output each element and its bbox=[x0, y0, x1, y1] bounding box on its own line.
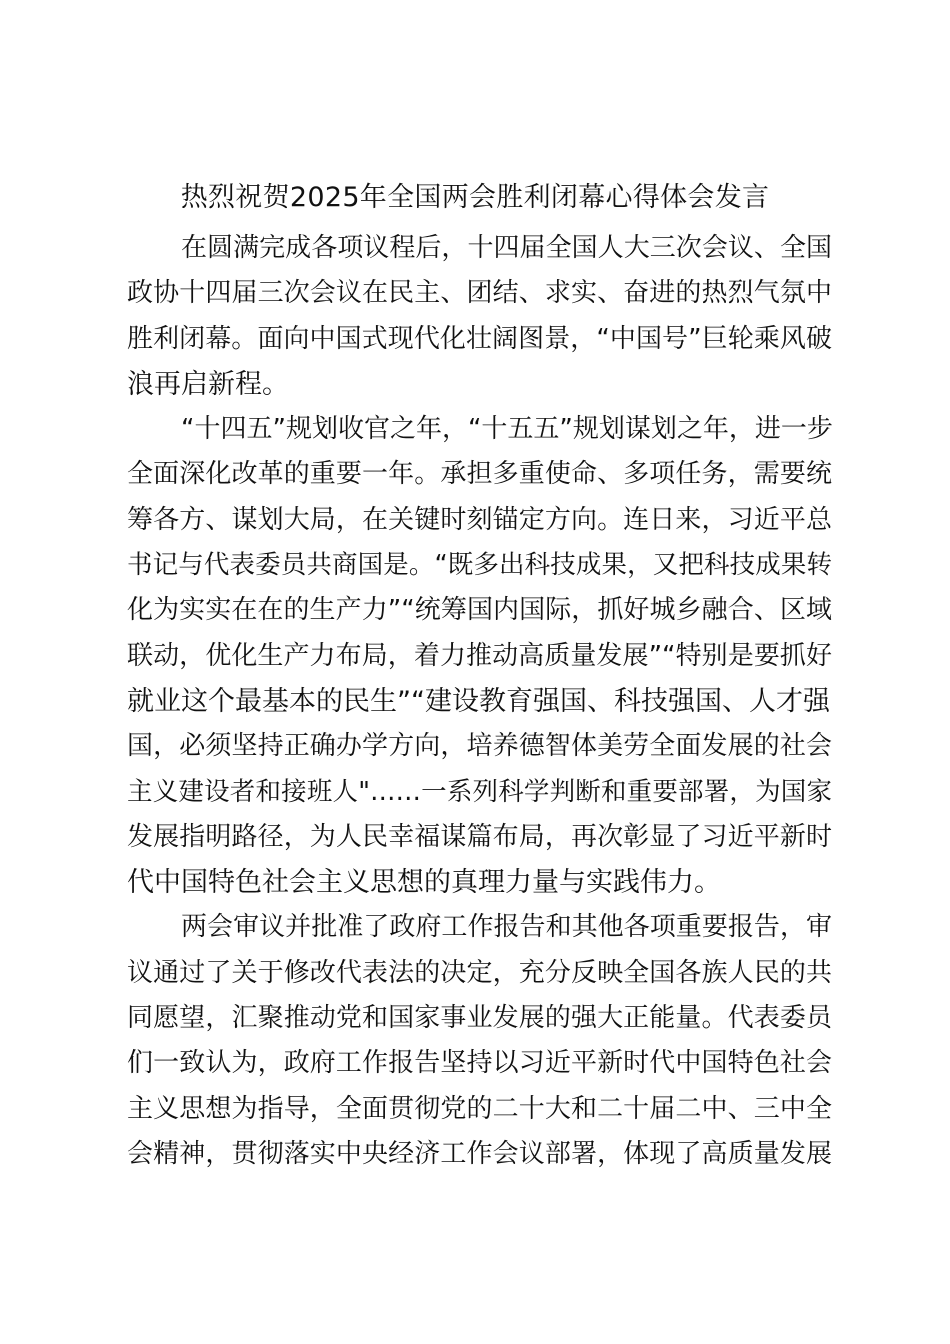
text-line: “十四五”规划收官之年，“十五五”规划谋划之年，进一步 bbox=[181, 414, 833, 445]
text-line: 胜利闭幕。面向中国式现代化壮阔图景，“中国号”巨轮乘风破 bbox=[127, 323, 832, 354]
text-line: 书记与代表委员共商国是。“既多出科技成果，又把科技成果转 bbox=[127, 550, 832, 581]
text-line: 化为实实在在的生产力”“统筹国内国际，抓好城乡融合、区域 bbox=[127, 595, 832, 626]
text-line: 就业这个最基本的民生”“建设教育强国、科技强国、人才强 bbox=[127, 685, 830, 717]
document-title: 热烈祝贺2025年全国两会胜利闭幕心得体会发言 bbox=[180, 182, 770, 213]
text-line: 会精神，贯彻落实中央经济工作会议部署，体现了高质量发展 bbox=[127, 1138, 832, 1169]
text-line: 议通过了关于修改代表法的决定，充分反映全国各族人民的共 bbox=[127, 957, 832, 988]
document-body bbox=[127, 226, 832, 1177]
text-line: 主义建设者和接班人"……一系列科学判断和重要部署，为国家 bbox=[127, 776, 832, 807]
text-line: 们一致认为，政府工作报告坚持以习近平新时代中国特色社会 bbox=[127, 1048, 832, 1079]
text-line: 在圆满完成各项议程后，十四届全国人大三次会议、全国 bbox=[181, 233, 832, 263]
text-line: 主义思想为指导，全面贯彻党的二十大和二十届二中、三中全 bbox=[127, 1093, 832, 1124]
text-line: 发展指明路径，为人民幸福谋篇布局，再次彰显了习近平新时 bbox=[127, 821, 832, 852]
text-line: 浪再启新程。 bbox=[127, 368, 289, 400]
text-line: 同愿望，汇聚推动党和国家事业发展的强大正能量。代表委员 bbox=[127, 1003, 832, 1034]
text-line: 政协十四届三次会议在民主、团结、求实、奋进的热烈气氛中 bbox=[127, 278, 832, 309]
text-line: 筹各方、谋划大局，在关键时刻锚定方向。连日来，习近平总 bbox=[127, 504, 832, 535]
text-line: 两会审议并批准了政府工作报告和其他各项重要报告，审 bbox=[181, 912, 832, 943]
text-line: 联动，优化生产力布局，着力推动高质量发展”“特别是要抓好 bbox=[127, 640, 832, 671]
text-line: 国，必须坚持正确办学方向，培养德智体美劳全面发展的社会 bbox=[127, 731, 832, 762]
text-line: 全面深化改革的重要一年。承担多重使命、多项任务，需要统 bbox=[127, 459, 832, 490]
text-line: 代中国特色社会主义思想的真理力量与实践伟力。 bbox=[127, 867, 721, 899]
